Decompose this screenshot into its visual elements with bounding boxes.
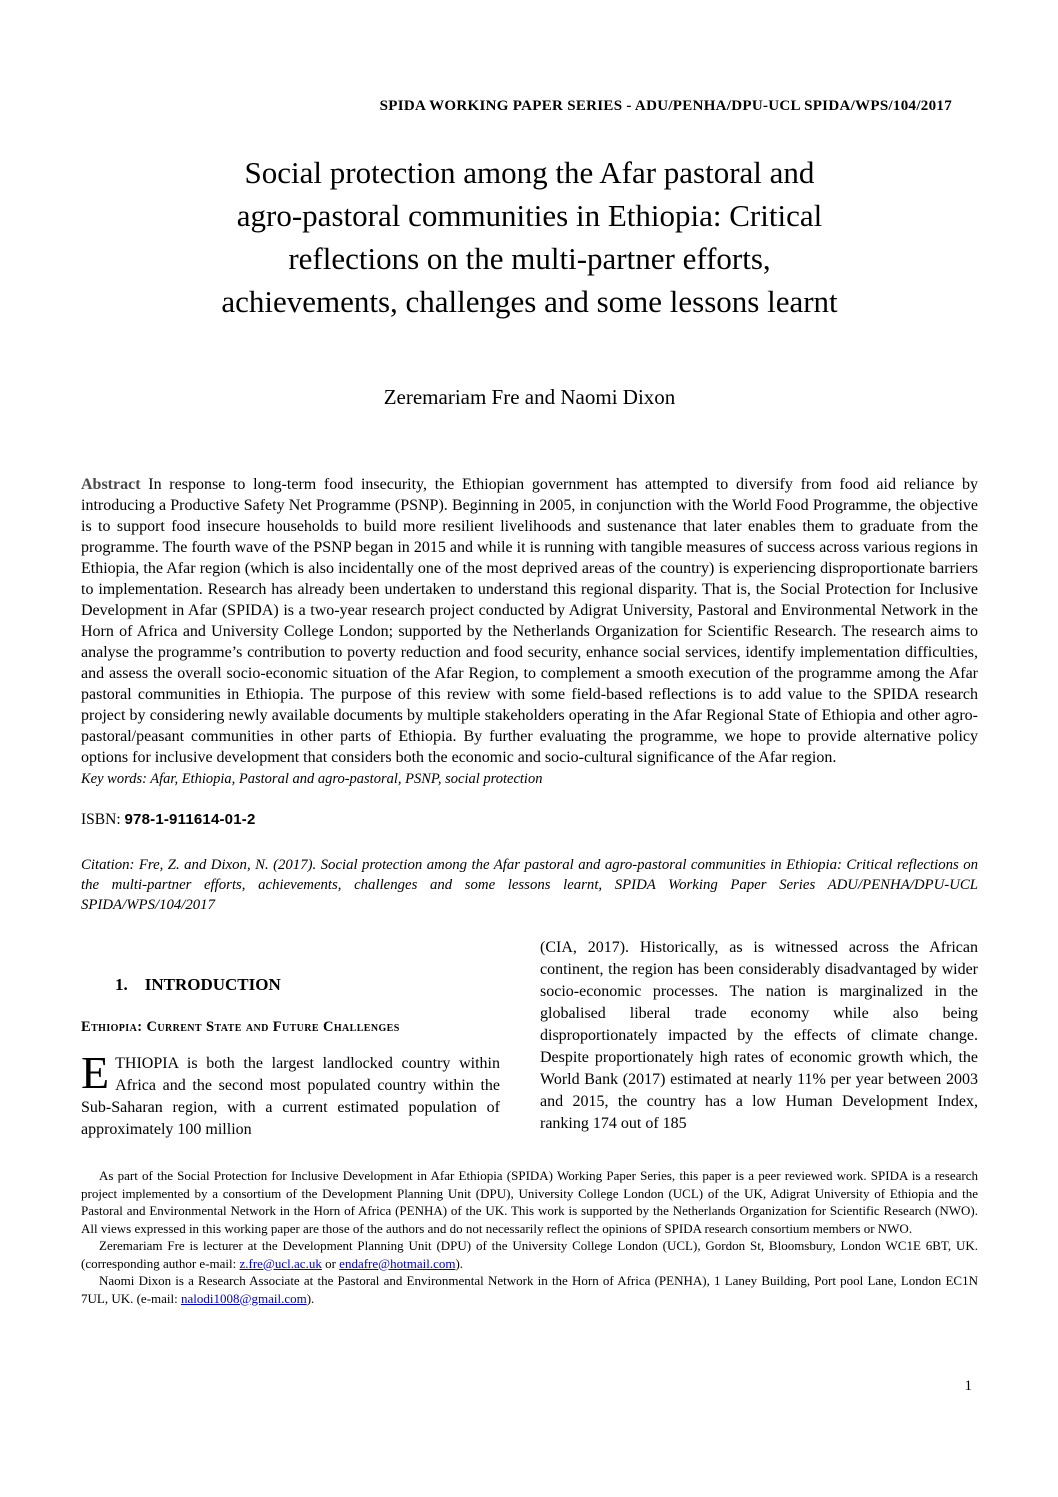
intro-right-paragraph: (CIA, 2017). Historically, as is witnessed across the African continent, the region has been considerably disadvantaged by wider socio-economic processes. The nation is marginalized in the globalised liberal trade economy while also being disproportionately impacted by the effects of climate change. Despite proportionately high rates of economic growth which, the World Bank (2017) estimated at nearly 11% per year between 2003 and 2015, the country has a low Human Development Index, ranking 174 out of 185 [540,939,978,1132]
email-link-endafre[interactable]: endafre@hotmail.com [339,1255,456,1271]
title-line-3: reflections on the multi-partner efforts, [288,241,771,276]
footnote-author-dixon-end: ). [306,1290,315,1306]
abstract-label: Abstract [81,476,141,493]
email-link-nalodi[interactable]: nalodi1008@gmail.com [181,1290,307,1306]
citation-label: Citation: [81,857,135,873]
abstract-paragraph [81,474,978,768]
right-column [540,937,978,1141]
intro-left-text: THIOPIA is both the largest landlocked country within Africa and the second most populated country within the Sub-Saharan region, with a current estimated population of approximately 100 million [81,1055,500,1138]
citation-paragraph [81,855,978,915]
intro-left-paragraph [81,1047,500,1141]
footnote-author-fre-text: Zeremariam Fre is lecturer at the Development Planning Unit (DPU) of the University College London (UCL), Gordon St, Bloomsbury, London WC1E 6BT, UK. (corresponding author e-mail: [81,1238,978,1271]
subsection-heading-ethiopia: Ethiopia: Current State and Future Challenges [81,1019,400,1035]
isbn-label: ISBN: [81,811,125,828]
left-column [81,937,500,1141]
page-number: 1 [964,1378,972,1394]
two-column-body [81,937,978,1141]
footnote-author-dixon-text: Naomi Dixon is a Research Associate at the Pastoral and Environmental Network in the Horn of Africa (PENHA), 1 Laney Building, Port pool Lane, London EC1N 7UL, UK. (e-mail: [81,1273,978,1306]
title-line-1: Social protection among the Afar pastoral and [244,155,815,190]
isbn-value: 978-1-911614-01-2 [124,811,256,828]
email-link-zfre[interactable]: z.fre@ucl.ac.uk [239,1255,322,1271]
footnote-series-note: As part of the Social Protection for Inclusive Development in Afar Ethiopia (SPIDA) Working Paper Series, this paper is a peer reviewed work. SPIDA is a research project implemented by a consortium of the Development Planning Unit (DPU), University College London (UCL) of the UK, Adigrat University of Ethiopia and the Pastoral and Environmental Network in the Horn of Africa (PENHA) of the UK. This work is supported by the Netherlands Organization for Scientific Research (NWO). All views expressed in this working paper are those of the authors and do not necessarily reflect the opinions of SPIDA research consortium members or NWO. [81,1168,978,1236]
dropcap-letter: E [81,1047,110,1098]
abstract-text: In response to long-term food insecurity, the Ethiopian government has attempted to diversify from food aid reliance by introducing a Productive Safety Net Programme (PSNP). Beginning in 2005, in conjunction with the World Food Programme, the objective is to support food insecure households to build more resilient livelihoods and sustenance that later enables them to graduate from the programme. The fourth wave of the PSNP began in 2015 and while it is running with tangible measures of success across various regions in Ethiopia, the Afar region (which is also incidentally one of the most deprived areas of the country) is experiencing disproportionate barriers to implementation. Research has already been undertaken to understand this regional disparity. That is, the Social Protection for Inclusive Development in Afar (SPIDA) is a two-year research project conducted by Adigrat University, Pastoral and Environmental Network in the Horn of Africa and University College London; supported by the Netherlands Organization for Scientific Research. The research aims to analyse the programme’s contribution to poverty reduction and food security, enhance social services, identify implementation difficulties, and assess the overall socio-economic situation of the Afar Region, to complement a smooth execution of the programme among the Afar pastoral communities in Ethiopia. The purpose of this review with some field-based reflections is to add value to the SPIDA research project by considering newly available documents by multiple stakeholders operating in the Afar Regional State of Ethiopia and other agro-pastoral/peasant communities in other parts of Ethiopia. By further evaluating the programme, we hope to provide alternative policy options for inclusive development that considers both the economic and socio-cultural significance of the Afar region. [81,476,978,766]
isbn-line [81,811,978,829]
title-line-2: agro-pastoral communities in Ethiopia: Critical [236,198,823,233]
title-line-4: achievements, challenges and some lessons learnt [221,284,838,319]
keywords-line: Key words: Afar, Ethiopia, Pastoral and agro-pastoral, PSNP, social protection [81,771,543,787]
footnotes-block [81,1167,978,1307]
section-heading-introduction [81,975,500,995]
footnote-author-dixon [81,1272,978,1307]
authors-line: Zeremariam Fre and Naomi Dixon [383,385,676,409]
footnote-author-fre [81,1237,978,1272]
footnote-author-fre-end: ). [455,1255,464,1271]
running-head: SPIDA WORKING PAPER SERIES - ADU/PENHA/DPU-UCL SPIDA/WPS/104/2017 [379,98,952,114]
section-number: 1. [115,975,128,994]
citation-text: Fre, Z. and Dixon, N. (2017). Social protection among the Afar pastoral and agro-pastoral communities in Ethiopia: Critical reflections on the multi-partner efforts, achievements, challenges and some lessons learnt, SPIDA Working Paper Series ADU/PENHA/DPU-UCL SPIDA/WPS/104/2017 [81,857,978,913]
section-title-label: INTRODUCTION [144,975,281,994]
paper-title [81,151,978,323]
footnote-author-fre-or: or [321,1255,340,1271]
